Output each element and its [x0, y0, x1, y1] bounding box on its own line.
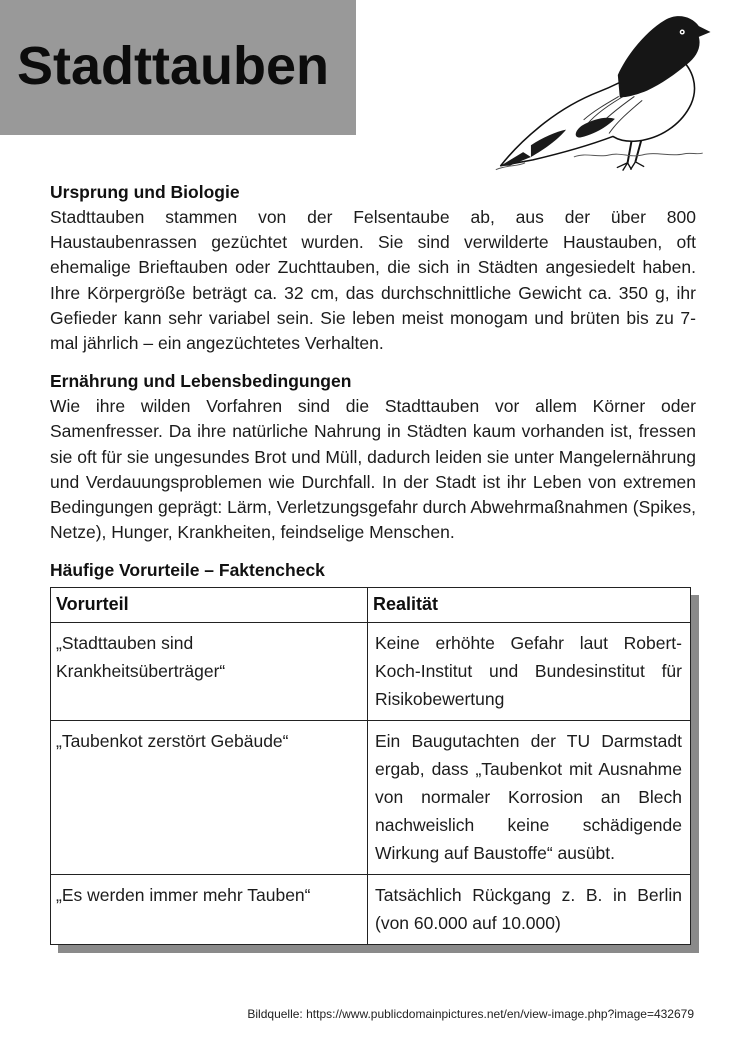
cell-vorurteil: „Stadttauben sind Krankheitsüberträger“: [51, 623, 368, 721]
column-header-vorurteil: Vorurteil: [51, 588, 368, 623]
cell-vorurteil: „Taubenkot zerstört Gebäude“: [51, 721, 368, 875]
column-header-realitaet: Realität: [368, 588, 691, 623]
table-row: [51, 623, 691, 721]
section-body-ursprung: Stadttauben stammen von der Felsentaube ab, aus der über 800 Haustaubenrassen gezüchtet wurden. Sie sind verwilderte Haustauben, oft ehemalige Brieftauben oder Zuchttauben, die sich in Städten angesiedelt haben. Ihre Körpergröße beträgt ca. 32 cm, das durchschnittliche Gewicht ca. 350 g, ihr Gefieder kann sehr variabel sein. Sie leben meist monogam und brüten bis zu 7-mal jährlich – ein angezüchtetes Verhalten.: [50, 207, 696, 354]
table-row: [51, 721, 691, 875]
title-banner: [0, 0, 356, 135]
pigeon-illustration: [488, 8, 732, 180]
page-title: Stadttauben: [17, 35, 330, 96]
section-heading-ernaehrung: Ernährung und Lebensbedingungen: [50, 371, 352, 392]
table-row: [51, 875, 691, 945]
section-heading-ursprung: Ursprung und Biologie: [50, 182, 240, 202]
cell-realitaet: Keine erhöhte Gefahr laut Robert-Koch-Institut und Bundesinstitut für Risikobewertung: [368, 623, 691, 721]
image-source-credit: Bildquelle: https://www.publicdomainpictures.net/en/view-image.php?image=432679: [247, 1007, 694, 1021]
facts-section-heading: Häufige Vorurteile – Faktencheck: [50, 560, 325, 581]
cell-realitaet: Tatsächlich Rückgang z. B. in Berlin (von 60.000 auf 10.000): [368, 875, 691, 945]
cell-realitaet: Ein Baugutachten der TU Darmstadt ergab, dass „Taubenkot mit Ausnahme von normaler Korrosion an Blech nachweislich keine schädigende Wirkung auf Baustoffe“ ausübt.: [368, 721, 691, 875]
facts-header-row: [51, 588, 691, 623]
section-body-ernaehrung: Wie ihre wilden Vorfahren sind die Stadttauben vor allem Körner oder Samenfresser. Da ihre natürliche Nahrung in Städten kaum vorhanden ist, fressen sie oft für sie ungesundes Brot und Müll, dadurch leiden sie unter Mangelernährung und Verdauungsproblemen wie Durchfall. In der Stadt ist ihr Leben von extremen Bedingungen geprägt: Lärm, Verletzungsgefahr durch Abwehrmaßnahmen (Spikes, Netze), Hunger, Krankheiten, feindselige Menschen.: [50, 396, 696, 543]
main-content: [50, 180, 696, 945]
cell-vorurteil: „Es werden immer mehr Tauben“: [51, 875, 368, 945]
facts-table: [50, 587, 691, 945]
